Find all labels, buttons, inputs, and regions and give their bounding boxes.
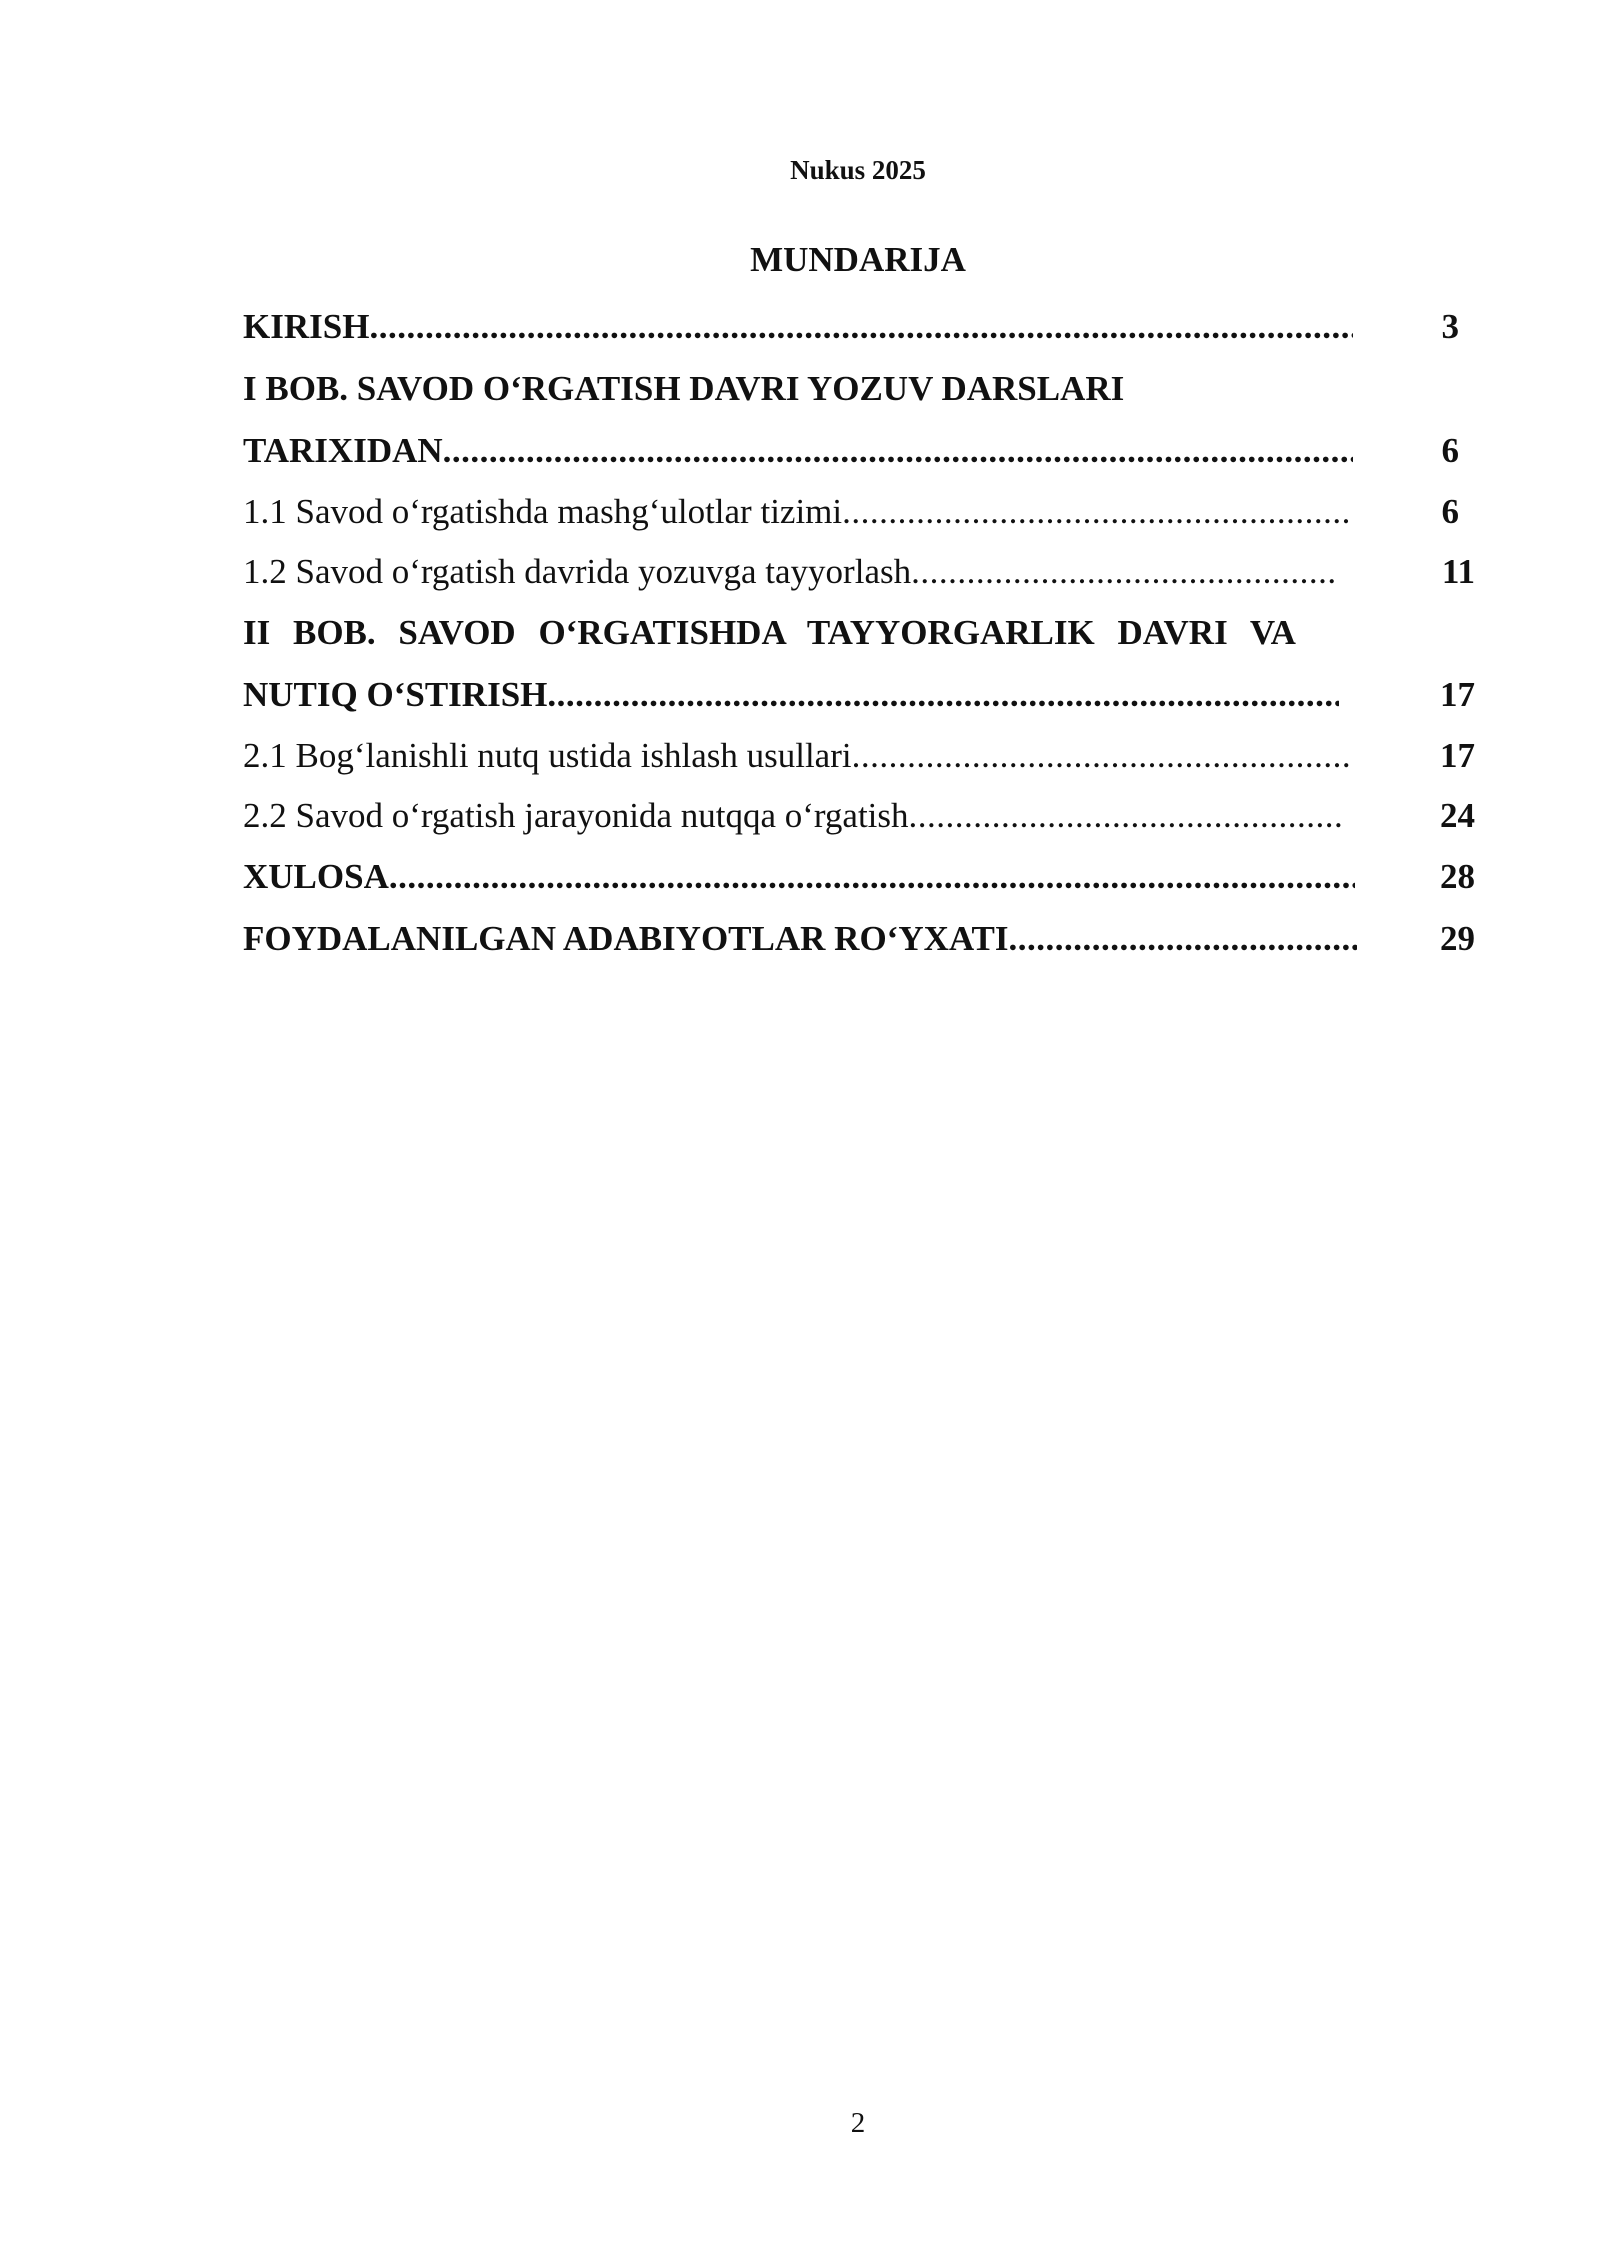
toc-entry-section-1-1[interactable] bbox=[243, 482, 1475, 542]
toc-page-number: 3 bbox=[1441, 307, 1459, 346]
toc-entry-chapter-1-line-1[interactable] bbox=[243, 358, 1475, 420]
toc-entry-chapter-2-line-2[interactable] bbox=[243, 664, 1475, 726]
toc-entry-references[interactable] bbox=[243, 908, 1475, 970]
toc-page-number: 24 bbox=[1440, 796, 1475, 835]
toc-entry-text: 1.2 Savod o‘rgatish davrida yozuvga tayyorlash ..... bbox=[243, 542, 1335, 602]
page-number: 2 bbox=[850, 2107, 866, 2139]
toc-entry-chapter-1-line-2[interactable] bbox=[243, 420, 1475, 482]
toc-entry-kirish[interactable] bbox=[243, 296, 1475, 358]
toc-entry-text: 1.1 Savod o‘rgatishda mashg‘ulotlar tizimi ..... bbox=[243, 482, 1353, 542]
toc-entry-text: TARIXIDAN ..... bbox=[243, 420, 1353, 482]
toc-entry-section-2-1[interactable] bbox=[243, 726, 1475, 786]
toc-page-number: 17 bbox=[1440, 675, 1475, 714]
toc-entry-text: II BOB. SAVOD O‘RGATISHDA TAYYORGARLIK DAVRI VA bbox=[243, 613, 1296, 652]
toc-entry-chapter-2-line-1[interactable] bbox=[243, 602, 1475, 664]
toc-entry-text: NUTIQ O‘STIRISH ..... bbox=[243, 664, 1339, 726]
toc-entry-section-1-2[interactable] bbox=[243, 542, 1475, 602]
toc-page-number: 17 bbox=[1440, 736, 1475, 775]
toc-entry-text: 2.2 Savod o‘rgatish jarayonida nutqqa o‘rgatish ..... bbox=[243, 786, 1345, 846]
toc-title: MUNDARIJA bbox=[750, 240, 966, 279]
table-of-contents bbox=[243, 296, 1475, 970]
toc-page-number: 11 bbox=[1441, 552, 1475, 591]
toc-entry-text: I BOB. SAVOD O‘RGATISH DAVRI YOZUV DARSLARI bbox=[243, 369, 1125, 408]
city-year: Nukus 2025 bbox=[790, 155, 926, 185]
toc-entry-xulosa[interactable] bbox=[243, 846, 1475, 908]
toc-page-number: 6 bbox=[1441, 492, 1459, 531]
toc-entry-section-2-2[interactable] bbox=[243, 786, 1475, 846]
toc-page-number: 29 bbox=[1440, 919, 1475, 958]
toc-entry-text: FOYDALANILGAN ADABIYOTLAR RO‘YXATI ..... bbox=[243, 908, 1357, 970]
toc-page-number: 6 bbox=[1441, 431, 1459, 470]
toc-entry-text: XULOSA ..... bbox=[243, 846, 1355, 908]
toc-page-number: 28 bbox=[1440, 857, 1475, 896]
toc-entry-text: 2.1 Bog‘lanishli nutq ustida ishlash usullari ..... bbox=[243, 726, 1353, 786]
toc-entry-text: KIRISH ..... bbox=[243, 296, 1353, 358]
